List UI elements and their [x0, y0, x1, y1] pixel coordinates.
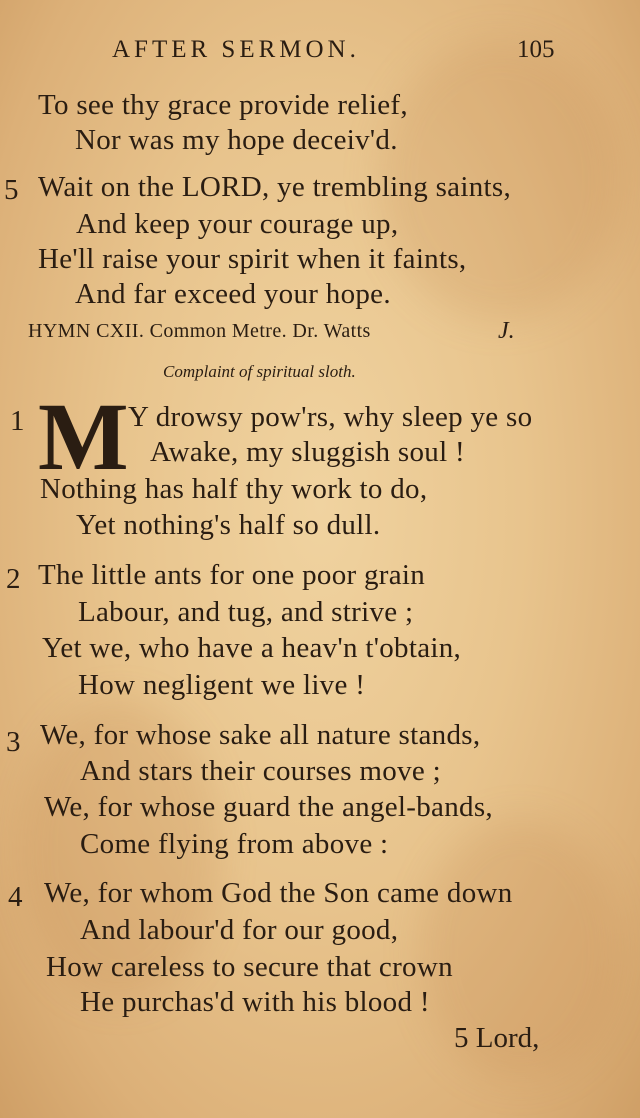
verse-line: And stars their courses move ;: [80, 755, 441, 787]
verse-line: Wait on the LORD, ye trembling saints,: [38, 171, 511, 203]
verse-line: Nothing has half thy work to do,: [40, 473, 428, 505]
verse-line: We, for whose sake all nature stands,: [40, 719, 481, 751]
verse-number: 3: [6, 726, 21, 758]
verse-line: And keep your courage up,: [76, 208, 399, 240]
hymn-subtitle: Complaint of spiritual sloth.: [163, 362, 356, 381]
verse-number: 1: [10, 405, 25, 437]
page-number: 105: [517, 36, 555, 63]
verse-line: He'll raise your spirit when it faints,: [38, 243, 467, 275]
drop-cap: M: [38, 383, 127, 490]
verse-line: The little ants for one poor grain: [38, 559, 426, 591]
verse-line: And far exceed your hope.: [75, 278, 391, 310]
catchword: 5 Lord,: [454, 1022, 540, 1054]
verse-line: Yet we, who have a heav'n t'obtain,: [42, 632, 462, 664]
verse-line: Labour, and tug, and strive ;: [78, 596, 414, 628]
verse-line: Yet nothing's half so dull.: [76, 509, 381, 541]
verse-line: Come flying from above :: [80, 828, 389, 860]
verse-line: We, for whom God the Son came down: [44, 877, 513, 909]
hymn-heading: HYMN CXII. Common Metre. Dr. Watts: [28, 320, 371, 342]
verse-line: He purchas'd with his blood !: [80, 986, 430, 1018]
verse-line: Awake, my sluggish soul !: [150, 436, 465, 468]
verse-line: We, for whose guard the angel-bands,: [44, 791, 493, 823]
verse-number: 4: [8, 881, 23, 913]
running-title: AFTER SERMON.: [112, 36, 360, 63]
hymn-author-initial: J.: [498, 318, 515, 344]
verse-line: How negligent we live !: [78, 669, 366, 701]
verse-line: To see thy grace provide relief,: [38, 89, 408, 121]
verse-line: Nor was my hope deceiv'd.: [75, 124, 398, 156]
verse-number: 2: [6, 563, 21, 595]
verse-line: And labour'd for our good,: [80, 914, 399, 946]
verse-number: 5: [4, 174, 19, 206]
verse-line: Y drowsy pow'rs, why sleep ye so: [128, 401, 533, 433]
verse-line: How careless to secure that crown: [46, 951, 453, 983]
